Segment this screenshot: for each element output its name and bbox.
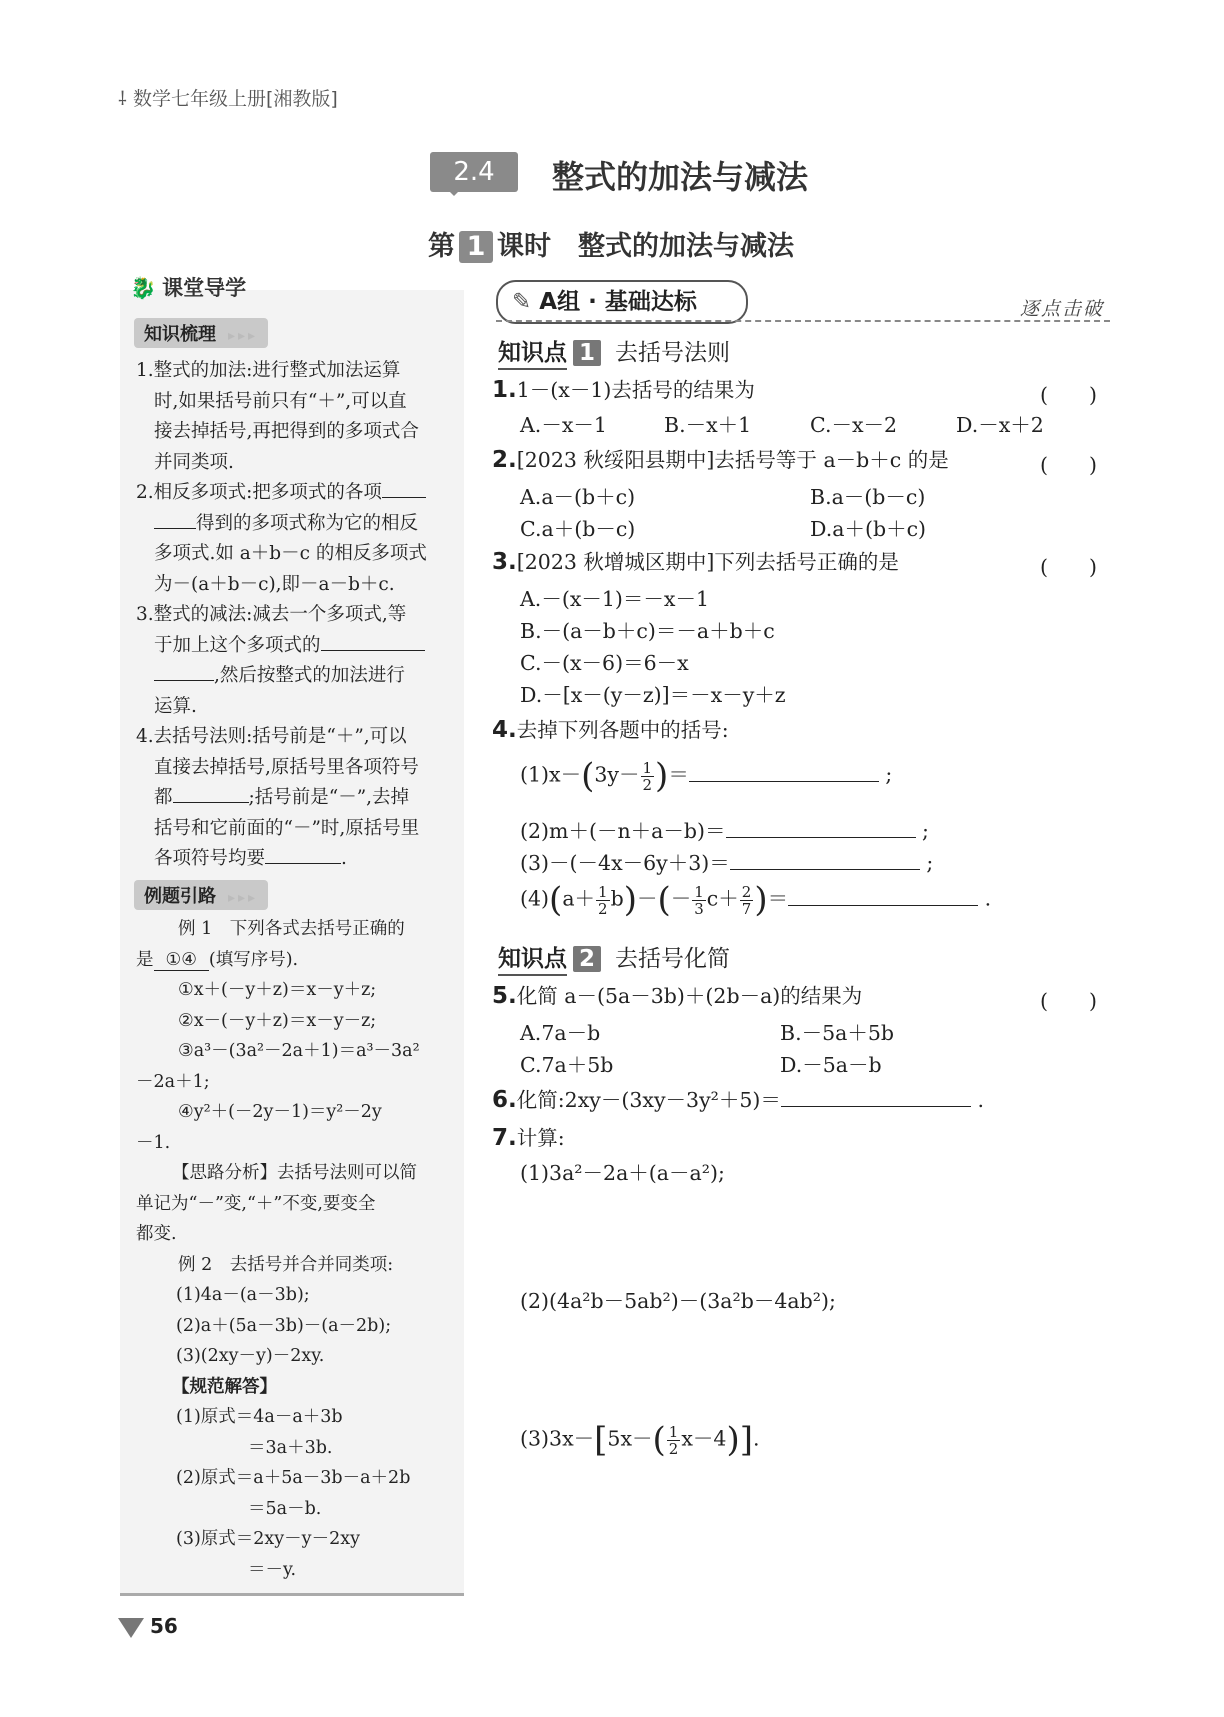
example-answer: ①④ xyxy=(154,950,209,971)
q5-option-a: A.7a－b xyxy=(520,1021,601,1045)
breakthrough-label: 逐点击破 xyxy=(1020,298,1105,320)
tag-example: 例题引路 ▸▸▸ xyxy=(134,880,268,910)
arrows-icon: ▸▸▸ xyxy=(228,328,259,344)
book-title: 数学七年级上册[湘教版] xyxy=(132,88,338,110)
answer-paren: ( ) xyxy=(1040,989,1097,1013)
q2-option-c: C.a＋(b－c) xyxy=(520,517,636,541)
q1-option-a: A.－x－1 xyxy=(520,413,607,437)
fraction: $\frac{1}{3}$ xyxy=(694,882,704,918)
q1-option-c: C.－x－2 xyxy=(810,413,898,437)
question-3: 3.[2023 秋增城区期中]下列去括号正确的是 xyxy=(492,549,899,575)
answer-line xyxy=(689,761,879,782)
q2-option-d: D.a＋(b＋c) xyxy=(810,517,927,541)
dragon-icon: 🐉 xyxy=(130,276,157,300)
q4-part-2: (2)m＋(－n＋a－b)＝ ; xyxy=(520,819,929,843)
fill-blank xyxy=(173,784,249,803)
fraction: $\frac{1}{2}$ xyxy=(642,758,653,794)
answer-paren: ( ) xyxy=(1040,453,1097,477)
question-1: 1.1－(x－1)去括号的结果为 xyxy=(492,377,755,403)
knowledge-list: 1.整式的加法:进行整式加法运算 时,如果括号前只有“＋”,可以直 接去掉括号,再把得到的多项式合 并同类项. 2.相反多项式:把多项式的各项 得到的多项式称为它的相反 多项式.如 a＋b－c 的相反多项式 为－(a＋b－c),即－a－b＋c. 3.整式的减法:减去一个多项式,等 于加上这个多项式的 ,然后按整式的加法进行 运算. 4.去括号法则:括号前是“＋”,可以 直接去掉括号,原括号里各项符号 都 ;括号前是“－”,去掉 括号和它前面的“－”时,原括号里 各项符号均要 . xyxy=(136,360,427,869)
group-pill: ✎ A组 · 基础达标 xyxy=(496,280,748,324)
q2-option-a: A.a－(b＋c) xyxy=(520,485,636,509)
q7-part-2: (2)(4a²b－5ab²)－(3a²b－4ab²); xyxy=(520,1289,836,1313)
question-4: 4.去掉下列各题中的括号: xyxy=(492,717,729,743)
q5-option-d: D.－5a－b xyxy=(780,1053,882,1077)
answer-line xyxy=(726,817,916,838)
q7-part-3: (3)3x－[5x－( $\frac{1}{2}$ x－4)]. xyxy=(520,1420,760,1460)
question-6: 6.化简:2xy－(3xy－3y²＋5)＝ . xyxy=(492,1087,984,1113)
question-5: 5.化简 a－(5a－3b)＋(2b－a)的结果为 xyxy=(492,983,863,1009)
fill-blank xyxy=(154,662,214,681)
sidebar-title: 🐉 课堂导学 xyxy=(130,276,247,300)
arrows-icon: ▸▸▸ xyxy=(228,890,259,906)
q1-option-b: B.－x＋1 xyxy=(664,413,752,437)
example-section: 例 1 下列各式去括号正确的 是 ①④ (填写序号). ①x＋(－y＋z)＝x－y＋z; ②x－(－y＋z)＝x－y－z; ③a³－(3a²－2a＋1)＝a³－3a² －2a＋1; ④y²＋(－2y－1)＝y²－2y －1. 【思路分析】去括号法则可以简 单记为“－”变,“＋”不变,要变全 都变. 例 2 去括号并合并同类项: (1)4a－(a－3b); (2)a＋(5a－3b)－(a－2b); (3)(2xy－y)－2xy. 【规范解答】 (1)原式＝4a－a＋3b ＝3a＋3b. (2)原式＝a＋5a－3b－a＋2b ＝5a－b. (3)原式＝2xy－y－2xy ＝－y. xyxy=(136,919,420,1580)
tag-knowledge: 知识梳理 ▸▸▸ xyxy=(134,318,268,348)
q3-option-b: B.－(a－b＋c)＝－a＋b＋c xyxy=(520,619,775,643)
leaf-icon: ⸸ xyxy=(118,88,133,110)
fraction: $\frac{2}{7}$ xyxy=(741,882,752,918)
lesson-number: 1 xyxy=(459,231,493,263)
answer-line xyxy=(730,849,920,870)
page-number: 56 xyxy=(150,1614,178,1638)
q4-part-3: (3)－(－4x－6y＋3)＝ ; xyxy=(520,851,934,875)
knowledge-point-1: 知识点 1 去括号法则 xyxy=(498,334,730,367)
question-2: 2.[2023 秋绥阳县期中]去括号等于 a－b＋c 的是 xyxy=(492,447,949,473)
q1-option-d: D.－x＋2 xyxy=(956,413,1044,437)
q4-part-4: (4)(a＋ $\frac{1}{2}$ b)－(－ $\frac{1}{3}$ c＋ $\frac{2}{7}$ )＝ . xyxy=(520,880,992,920)
q2-option-b: B.a－(b－c) xyxy=(810,485,926,509)
fill-blank xyxy=(321,632,425,651)
section-number-badge: 2.4 xyxy=(430,152,518,192)
fill-blank xyxy=(265,845,341,864)
q3-option-c: C.－(x－6)＝6－x xyxy=(520,651,689,675)
section-title: 整式的加法与减法 xyxy=(552,158,809,196)
q4-part-1: (1)x－(3y－ $\frac{1}{2}$ )＝ ; xyxy=(520,756,893,796)
page-marker-icon xyxy=(118,1618,144,1638)
q5-option-c: C.7a＋5b xyxy=(520,1053,614,1077)
pencil-ruler-icon: ✎ xyxy=(512,289,532,315)
fill-blank xyxy=(154,510,196,529)
dashed-divider xyxy=(496,320,1110,322)
q7-part-1: (1)3a²－2a＋(a－a²); xyxy=(520,1161,725,1185)
q3-option-d: D.－[x－(y－z)]＝－x－y＋z xyxy=(520,683,786,707)
fraction: $\frac{1}{2}$ xyxy=(668,1422,679,1458)
question-7: 7.计算: xyxy=(492,1125,565,1151)
answer-paren: ( ) xyxy=(1040,383,1097,407)
fraction: $\frac{1}{2}$ xyxy=(598,882,608,918)
lesson-title: 第 1 课时 整式的加法与减法 xyxy=(428,231,794,262)
fill-blank xyxy=(382,479,426,498)
q3-option-a: A.－(x－1)＝－x－1 xyxy=(520,587,710,611)
answer-line xyxy=(781,1086,971,1107)
knowledge-point-2: 知识点 2 去括号化简 xyxy=(498,940,730,973)
answer-line xyxy=(788,885,978,906)
q5-option-b: B.－5a＋5b xyxy=(780,1021,895,1045)
book-header xyxy=(118,84,338,111)
answer-paren: ( ) xyxy=(1040,555,1097,579)
